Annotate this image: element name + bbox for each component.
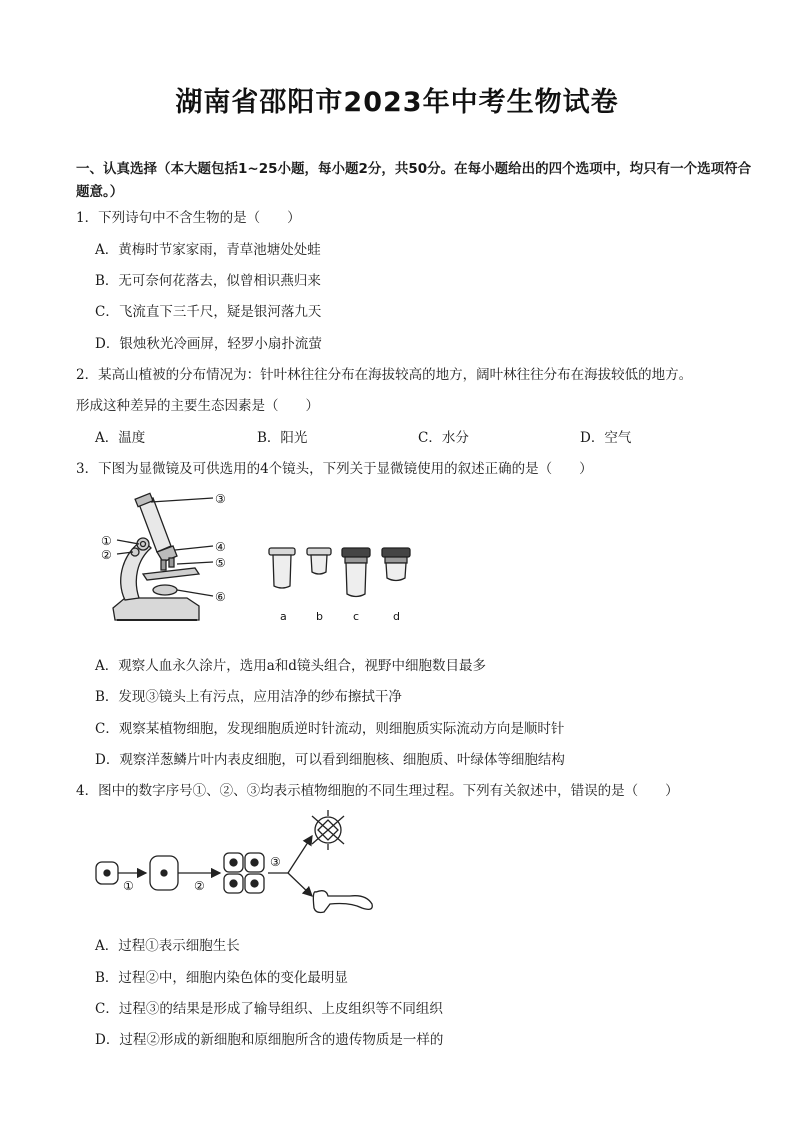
question-1-stem: 1．下列诗句中不含生物的是（ ） <box>76 210 301 226</box>
question-1-option-b: B．无可奈何花落去，似曾相识燕归来 <box>95 273 321 289</box>
lens-label-d: d <box>393 610 400 623</box>
question-3-option-c: C．观察某植物细胞，发现细胞质逆时针流动，则细胞质实际流动方向是顺时针 <box>95 721 565 737</box>
question-1-option-a: A．黄梅时节家家雨，青草池塘处处蛙 <box>95 242 321 258</box>
question-2-option-c: C．水分 <box>418 430 469 446</box>
lenses-figure <box>265 542 425 626</box>
question-4-option-b: B．过程②中，细胞内染色体的变化最明显 <box>95 970 348 986</box>
question-3-option-b: B．发现③镜头上有污点，应用洁净的纱布擦拭干净 <box>95 689 402 705</box>
exam-title: 湖南省邵阳市2023年中考生物试卷 <box>175 87 619 118</box>
section-heading: 一、认真选择（本大题包括1~25小题，每小题2分，共50分。在每小题给出的四个选项中，均只有一个选项符合题意。） <box>76 161 752 200</box>
microscope-label-2: ② <box>101 548 112 562</box>
question-4-stem: 4．图中的数字序号①、②、③均表示植物细胞的不同生理过程。下列有关叙述中，错误的是（ ） <box>76 783 679 799</box>
question-1-option-c: C．飞流直下三千尺，疑是银河落九天 <box>95 304 322 320</box>
cell-process-figure <box>90 808 390 926</box>
lens-label-c: c <box>353 610 360 623</box>
microscope-label-5: ⑤ <box>215 556 226 570</box>
lens-label-b: b <box>316 610 323 623</box>
question-2-stem-line2: 形成这种差异的主要生态因素是（ ） <box>76 398 319 414</box>
question-3-option-d: D．观察洋葱鳞片叶内表皮细胞，可以看到细胞核、细胞质、叶绿体等细胞结构 <box>95 752 565 768</box>
microscope-label-4: ④ <box>215 540 226 554</box>
question-1-option-d: D．银烛秋光冷画屏，轻罗小扇扑流萤 <box>95 336 322 352</box>
question-3-option-a: A．观察人血永久涂片，选用a和d镜头组合，视野中细胞数目最多 <box>95 658 486 674</box>
question-2-option-b: B．阳光 <box>257 430 308 446</box>
microscope-label-6: ⑥ <box>215 590 226 604</box>
process-step-2-label: ② <box>194 879 205 893</box>
question-4-option-c: C．过程③的结果是形成了输导组织、上皮组织等不同组织 <box>95 1001 443 1017</box>
question-2-option-d: D．空气 <box>580 430 632 446</box>
question-2-option-a: A．温度 <box>95 430 146 446</box>
microscope-label-3: ③ <box>215 492 226 506</box>
process-step-1-label: ① <box>123 879 134 893</box>
question-4-option-d: D．过程②形成的新细胞和原细胞所含的遗传物质是一样的 <box>95 1032 444 1048</box>
process-step-3-label: ③ <box>270 855 281 869</box>
microscope-figure <box>95 490 245 632</box>
lens-label-a: a <box>280 610 287 623</box>
question-3-stem: 3．下图为显微镜及可供选用的4个镜头，下列关于显微镜使用的叙述正确的是（ ） <box>76 461 593 477</box>
question-2-stem-line1: 2．某高山植被的分布情况为：针叶林往往分布在海拔较高的地方，阔叶林往往分布在海拔较低的地方。 <box>76 367 693 383</box>
question-4-option-a: A．过程①表示细胞生长 <box>95 938 240 954</box>
microscope-label-1: ① <box>101 534 112 548</box>
